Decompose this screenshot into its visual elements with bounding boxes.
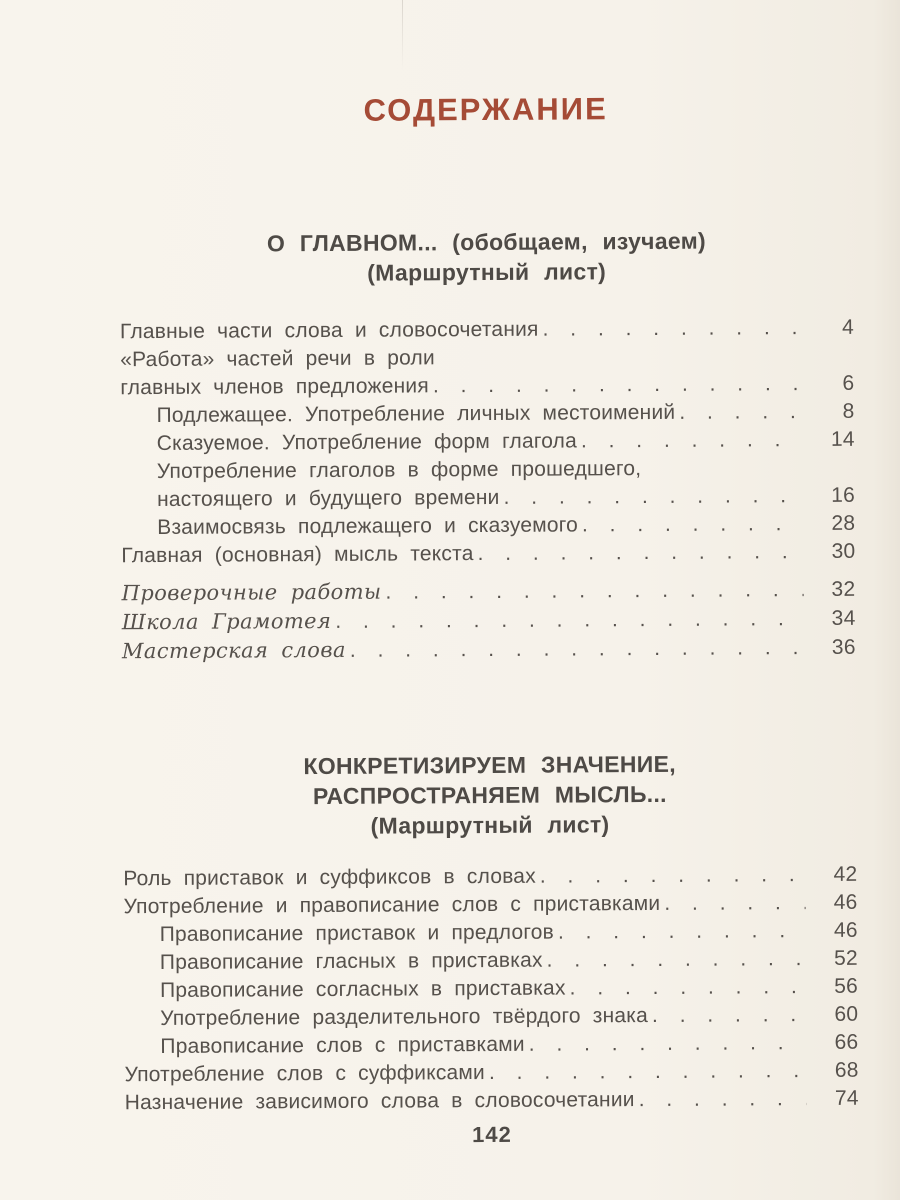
dot-leader <box>385 575 803 607</box>
toc-entry-label: Правописание слов с приставками <box>160 1032 525 1059</box>
section-heading-line: РАСПРОСТРАНЯЕМ МЫСЛЬ... <box>312 780 667 810</box>
toc-entry <box>122 604 856 637</box>
toc-entry-line <box>124 973 858 1005</box>
toc-entry-page: 60 <box>834 1002 859 1026</box>
dot-leader <box>582 510 803 539</box>
toc-entry <box>125 1085 859 1117</box>
toc-entry <box>124 1057 858 1089</box>
toc-entry-line <box>123 861 857 893</box>
toc-entry <box>121 454 855 514</box>
section-entries <box>123 861 859 1117</box>
toc-entry-label: Правописание согласных в приставках <box>159 976 566 1003</box>
dot-leader <box>639 1085 807 1114</box>
toc-entry-line <box>121 538 855 570</box>
toc-entry <box>121 426 855 458</box>
dot-leader <box>652 1001 806 1030</box>
toc-entry <box>120 398 854 430</box>
toc-entry-line <box>121 510 855 542</box>
dot-leader <box>547 945 806 975</box>
dot-leader <box>529 1029 807 1059</box>
toc-entry-label: «Работа» частей речи в роли <box>120 346 435 372</box>
toc-entry <box>120 314 854 346</box>
toc-entry-label: настоящего и будущего времени <box>156 485 500 512</box>
toc-entry-line <box>121 454 855 486</box>
toc-entry-label: Правописание приставок и предлогов <box>159 920 554 947</box>
toc-entry <box>122 633 856 666</box>
toc-entry <box>124 945 858 977</box>
toc-entry-label: главных членов предложения <box>120 374 429 400</box>
toc-entry <box>124 1029 858 1061</box>
toc-entry-line <box>120 370 854 402</box>
toc-entry-line <box>121 482 855 514</box>
dot-leader <box>477 538 803 568</box>
toc-entry-page: 68 <box>834 1058 859 1082</box>
toc-entry <box>120 342 854 402</box>
dot-leader <box>503 482 803 512</box>
page-title: СОДЕРЖАНИЕ <box>363 91 608 128</box>
toc-entry-page: 34 <box>831 606 856 630</box>
toc-entry <box>123 889 857 921</box>
toc-entry <box>123 861 857 893</box>
dot-leader <box>335 604 804 636</box>
toc-entry-page: 16 <box>831 483 856 507</box>
dot-leader <box>540 861 806 891</box>
toc-entry-page: 52 <box>834 946 858 970</box>
toc-entry-line <box>124 1029 858 1061</box>
toc-entry-page: 32 <box>831 577 856 601</box>
toc-entry <box>121 510 855 542</box>
toc-entry-label: Мастерская слова <box>121 637 346 664</box>
dot-leader <box>433 370 803 400</box>
toc-entry-page: 46 <box>833 918 858 942</box>
toc-entry-label: Взаимосвязь подлежащего и сказуемого <box>157 513 579 540</box>
section-entries <box>120 314 856 666</box>
toc-entry-label: Употребление разделительного твёрдого знака <box>160 1004 649 1031</box>
toc-entry-line <box>122 575 856 608</box>
dot-leader <box>558 917 806 947</box>
section-heading-line: КОНКРЕТИЗИРУЕМ ЗНАЧЕНИЕ, <box>303 750 676 780</box>
toc-entry-page: 66 <box>834 1030 859 1054</box>
toc-entry-line <box>120 314 854 346</box>
toc-entry-line <box>122 633 856 666</box>
toc-entry-label: Главные части слова и словосочетания <box>119 317 539 344</box>
toc-entry-line <box>124 945 858 977</box>
toc-entry <box>121 538 855 570</box>
toc-entry-line <box>125 1085 859 1117</box>
toc-entry-page: 36 <box>831 635 857 659</box>
section-heading <box>123 748 858 842</box>
toc-entry-page: 28 <box>831 511 856 535</box>
section-heading-line: О ГЛАВНОМ... (обобщаем, изучаем) <box>266 227 707 257</box>
toc-entry-page: 14 <box>830 427 855 451</box>
toc-entry-page: 8 <box>842 399 855 423</box>
toc-entry-page: 46 <box>833 890 858 914</box>
toc-entry-page: 6 <box>842 371 855 395</box>
dot-leader <box>679 398 802 427</box>
toc-entry-line <box>123 889 857 921</box>
footer-page-number: 142 <box>471 1121 512 1148</box>
toc-entry-page: 30 <box>831 539 856 563</box>
toc-entry-label: Главная (основная) мысль текста <box>121 542 474 568</box>
toc-entry-line <box>124 1001 858 1033</box>
toc-entry-line <box>120 342 854 374</box>
toc-entry <box>124 973 858 1005</box>
toc-entry <box>122 575 856 608</box>
toc-entry-label: Употребление слов с суффиксами <box>124 1061 486 1087</box>
section-heading-line: (Маршрутный лист) <box>367 258 607 286</box>
toc-entry-label: Употребление глаголов в форме прошедшего, <box>156 457 642 484</box>
dot-leader <box>570 973 807 1002</box>
toc-entry-label: Сказуемое. Употребление форм глагола <box>156 429 577 456</box>
toc-entry-label: Роль приставок и суффиксов в словах <box>123 864 536 891</box>
toc-entry-page: 74 <box>834 1086 859 1110</box>
toc-entry-line <box>124 1057 858 1089</box>
section-heading-line: (Маршрутный лист) <box>370 811 610 839</box>
toc-entry-line <box>122 604 856 637</box>
toc-entry <box>124 917 858 949</box>
dot-leader <box>489 1057 807 1087</box>
dot-leader <box>664 889 805 918</box>
dot-leader <box>581 426 803 455</box>
toc-section-main <box>119 225 856 666</box>
toc-section-concretize <box>123 748 859 1117</box>
toc-entry <box>124 1001 858 1033</box>
toc-entry-line <box>121 426 855 458</box>
toc-entry-label: Назначение зависимого слова в словосочетании <box>124 1088 635 1115</box>
toc-entry-label: Подлежащее. Употребление личных местоимений <box>156 400 676 428</box>
toc-entry-page: 42 <box>833 862 858 886</box>
toc-entry-page: 4 <box>842 315 855 339</box>
toc-entry-label: Правописание гласных в приставках <box>159 948 543 975</box>
dot-leader <box>542 314 802 344</box>
toc-entry-page: 56 <box>834 974 859 998</box>
toc-entry-label: Употребление и правописание слов с приставками <box>123 891 661 919</box>
dot-leader <box>350 633 804 665</box>
toc-entry-line <box>120 398 854 430</box>
toc-content <box>118 0 859 1148</box>
section-heading <box>119 225 853 289</box>
toc-entry-line <box>124 917 858 949</box>
toc-entry-label: Проверочные работы <box>121 579 382 606</box>
toc-entry-label: Школа Грамотея <box>121 608 332 635</box>
